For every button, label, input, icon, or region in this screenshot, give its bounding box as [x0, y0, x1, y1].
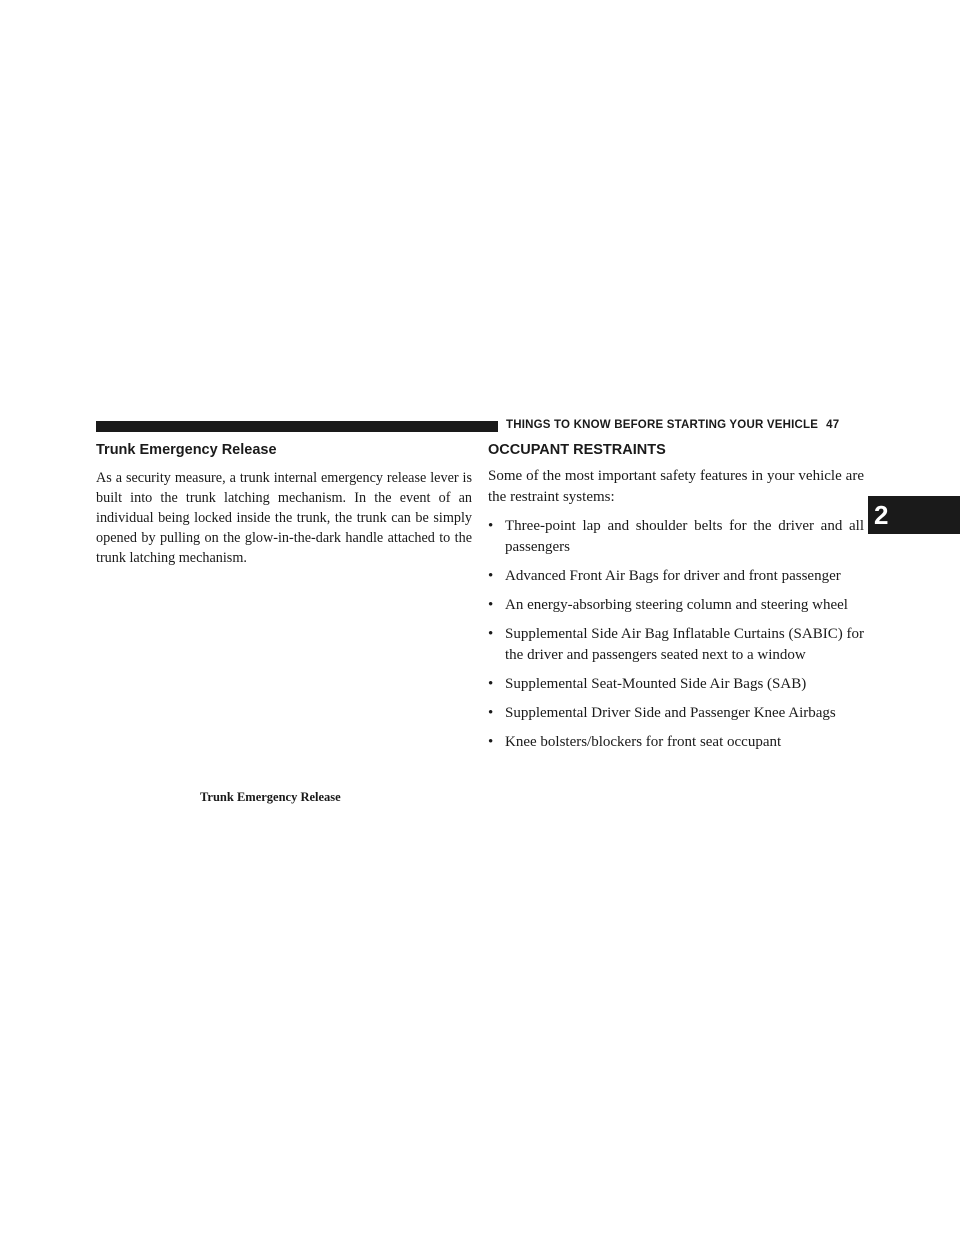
- list-item: • Knee bolsters/blockers for front seat occupant: [488, 732, 864, 753]
- bullet-icon: •: [488, 597, 494, 613]
- bullet-icon: •: [488, 734, 494, 750]
- list-item: • Three-point lap and shoulder belts for the driver and all passengers: [488, 518, 864, 555]
- bullet-icon: •: [488, 518, 494, 534]
- running-title: THINGS TO KNOW BEFORE STARTING YOUR VEHICLE: [506, 419, 819, 431]
- restraints-list: [488, 516, 864, 753]
- list-item: • Advanced Front Air Bags for driver and front passenger: [488, 566, 864, 587]
- restraints-intro: Some of the most important safety features in your vehicle are the restraint systems:: [488, 468, 864, 505]
- section-heading-trunk-release: Trunk Emergency Release: [96, 442, 277, 458]
- list-item: • An energy-absorbing steering column and steering wheel: [488, 595, 864, 616]
- running-head: [506, 419, 839, 431]
- list-item: • Supplemental Seat-Mounted Side Air Bags (SAB): [488, 674, 864, 695]
- left-column: [96, 442, 472, 568]
- header-rule-end: [489, 421, 498, 432]
- chapter-tab: 2: [868, 496, 960, 534]
- trunk-release-paragraph: As a security measure, a trunk internal emergency release lever is built into the trunk latching mechanism. In the event of an individual being locked inside the trunk, the trunk can be simply opened by pulling on the glow-in-the-dark handle attached to the trunk latching mechanism.: [96, 470, 472, 566]
- list-item: • Supplemental Driver Side and Passenger Knee Airbags: [488, 703, 864, 724]
- right-column: [488, 442, 864, 761]
- figure-caption: Trunk Emergency Release: [200, 790, 341, 804]
- section-heading-occupant-restraints: OCCUPANT RESTRAINTS: [488, 442, 666, 458]
- bullet-icon: •: [488, 568, 494, 584]
- header-rule: [96, 421, 494, 432]
- bullet-icon: •: [488, 626, 494, 642]
- list-item: • Supplemental Side Air Bag Inflatable Curtains (SABIC) for the driver and passengers seated next to a window: [488, 626, 864, 663]
- page-number: 47: [826, 419, 840, 431]
- bullet-icon: •: [488, 676, 494, 692]
- bullet-icon: •: [488, 705, 494, 721]
